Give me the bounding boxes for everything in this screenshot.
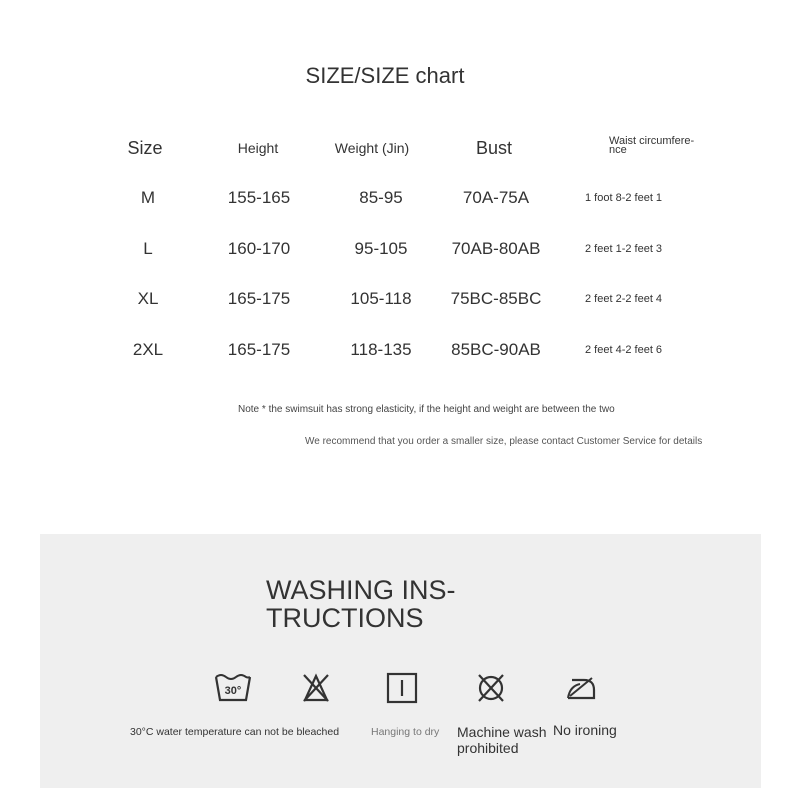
size-note-line2: We recommend that you order a smaller size, please contact Customer Service for details — [305, 436, 703, 447]
row-height: 160-170 — [227, 239, 291, 258]
size-chart-title: SIZE/SIZE chart — [305, 63, 465, 88]
wash-label-machine: Machine wash prohibited — [457, 724, 547, 756]
row-weight: 118-135 — [350, 340, 412, 359]
row-waist: 2 feet 1-2 feet 3 — [585, 243, 663, 255]
row-weight: 95-105 — [354, 239, 408, 258]
row-size: XL — [137, 289, 159, 308]
header-bust: Bust — [475, 138, 513, 158]
header-weight: Weight (Jin) — [334, 140, 410, 156]
row-bust: 75BC-85BC — [450, 289, 542, 308]
row-size: M — [140, 188, 156, 207]
table-row — [0, 340, 800, 370]
row-size: L — [143, 239, 153, 258]
row-size: 2XL — [132, 340, 164, 359]
hang-dry-icon — [386, 672, 418, 704]
wash-label-ironing: No ironing — [553, 722, 617, 738]
size-note-line1: Note * the swimsuit has strong elasticity, if the height and weight are between the two — [238, 404, 615, 415]
row-bust: 70A-75A — [462, 188, 530, 207]
table-row — [0, 239, 800, 269]
wash-30-icon — [214, 672, 252, 704]
wash-label-bleach: 30°C water temperature can not be bleached — [130, 726, 340, 738]
wash-label-hang-dry: Hanging to dry — [371, 726, 440, 738]
header-size: Size — [127, 138, 163, 158]
row-height: 155-165 — [227, 188, 291, 207]
washing-instructions-panel — [40, 534, 761, 788]
row-weight: 85-95 — [359, 188, 403, 207]
row-bust: 85BC-90AB — [451, 340, 541, 359]
row-height: 165-175 — [227, 289, 291, 308]
row-weight: 105-118 — [350, 289, 412, 308]
row-waist: 2 feet 4-2 feet 6 — [585, 344, 663, 356]
no-bleach-icon — [301, 672, 331, 704]
header-height: Height — [237, 140, 279, 156]
wash-temp-text: 30° — [224, 685, 242, 697]
row-waist: 2 feet 2-2 feet 4 — [585, 293, 663, 305]
header-waist: Waist circumfere- nce — [609, 135, 695, 156]
table-row — [0, 289, 800, 319]
washing-title: WASHING INS- TRUCTIONS — [266, 575, 456, 633]
row-height: 165-175 — [227, 340, 291, 359]
table-row — [0, 188, 800, 218]
no-ironing-icon — [564, 672, 598, 704]
row-bust: 70AB-80AB — [451, 239, 541, 258]
row-waist: 1 foot 8-2 feet 1 — [585, 192, 663, 204]
no-machine-wash-icon — [476, 672, 506, 704]
